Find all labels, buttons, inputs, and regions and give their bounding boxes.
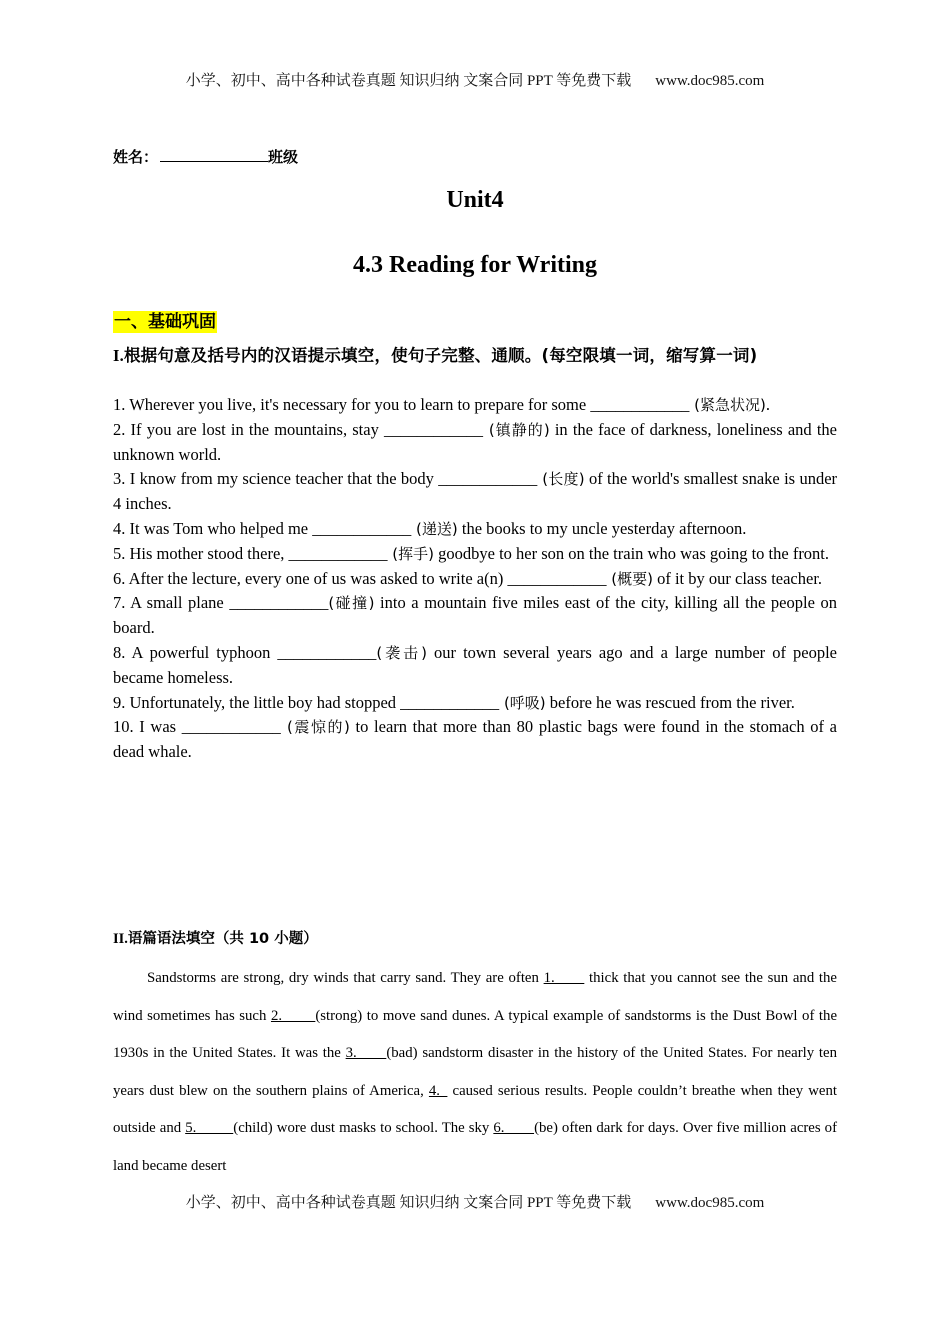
- question-item: [113, 393, 837, 418]
- question-text-after: .: [765, 395, 770, 414]
- unit-title: Unit4: [446, 187, 504, 213]
- footer-text: 小学、初中、高中各种试卷真题 知识归纳 文案合同 PPT 等免费下载: [185, 1195, 632, 1211]
- question-number: 7.: [113, 593, 126, 613]
- answer-blank[interactable]: ____________: [507, 568, 607, 588]
- chinese-hint: (概要): [606, 569, 653, 588]
- answer-blank[interactable]: ____________: [590, 395, 690, 414]
- chinese-hint: (碰撞): [328, 594, 375, 613]
- question-item: [113, 641, 837, 691]
- question-text-after: the books to my uncle yesterday afternoon.: [457, 518, 747, 538]
- header-url[interactable]: www.doc985.com: [655, 73, 765, 89]
- chinese-hint: (紧急状况): [689, 396, 766, 414]
- chinese-hint: (袭击): [376, 643, 427, 662]
- cloze-gap-5[interactable]: 5.: [185, 1120, 234, 1136]
- header-text: 小学、初中、高中各种试卷真题 知识归纳 文案合同 PPT 等免费下载: [185, 73, 632, 89]
- answer-blank[interactable]: ____________: [229, 593, 329, 613]
- question-text: Wherever you live, it's necessary for you to learn to prepare for some: [129, 395, 591, 414]
- question-text: A small plane: [130, 593, 230, 613]
- chinese-hint: (长度): [537, 470, 585, 489]
- question-item: [113, 467, 837, 517]
- question-item: [113, 715, 837, 765]
- chinese-hint: (呼吸): [499, 693, 546, 712]
- question-text: His mother stood there,: [129, 543, 289, 563]
- question-text: I know from my science teacher that the body: [129, 469, 439, 489]
- part1-instruction-text: 根据句意及括号内的汉语提示填空，使句子完整、通顺。(每空限填一词，缩写算一词): [123, 346, 758, 365]
- answer-blank[interactable]: ____________: [400, 692, 500, 712]
- cloze-passage: [113, 960, 837, 1185]
- part1-roman: I.: [113, 346, 124, 365]
- page-header: [0, 69, 950, 90]
- cloze-gap-2[interactable]: 2.: [270, 1007, 316, 1024]
- answer-blank[interactable]: ____________: [312, 518, 412, 538]
- cloze-gap-6[interactable]: 6.: [493, 1120, 535, 1136]
- lesson-title: 4.3 Reading for Writing: [352, 252, 598, 278]
- passage-text: thick that you cannot see the sun and the wind sometimes has such: [113, 970, 837, 1024]
- question-number: 4.: [113, 518, 126, 538]
- chinese-hint: (挥手): [387, 544, 434, 563]
- passage-text: caused serious results. People couldn’t breathe when they went outside and: [113, 1082, 837, 1136]
- answer-blank[interactable]: ____________: [438, 469, 538, 489]
- answer-blank[interactable]: ____________: [181, 717, 281, 737]
- passage-text: (be) often dark for days. Over five million acres of land became desert: [113, 1120, 837, 1174]
- student-info: [113, 146, 837, 167]
- question-number: 6.: [113, 568, 126, 588]
- page-footer: [0, 1191, 950, 1212]
- question-text: I was: [139, 717, 182, 737]
- question-text-after: goodbye to her son on the train who was going to the front.: [434, 543, 830, 563]
- question-text: A powerful typhoon: [131, 642, 278, 662]
- chinese-hint: (递送): [411, 519, 458, 538]
- question-number: 1.: [113, 395, 126, 414]
- answer-blank[interactable]: ____________: [277, 642, 377, 662]
- part1-instruction: [113, 343, 837, 368]
- question-text: If you are lost in the mountains, stay: [130, 419, 385, 439]
- section-heading-highlight: 一、基础巩固: [114, 312, 216, 332]
- name-blank[interactable]: [160, 147, 268, 162]
- answer-blank[interactable]: ____________: [288, 543, 388, 563]
- question-number: 3.: [113, 469, 126, 489]
- question-text-after: before he was rescued from the river.: [545, 692, 795, 712]
- question-text: Unfortunately, the little boy had stopped: [129, 692, 401, 712]
- question-text-after: of it by our class teacher.: [652, 568, 823, 588]
- cloze-gap-1[interactable]: 1.: [543, 970, 585, 986]
- passage-text: (bad) sandstorm disaster in the history of the United States. For nearly ten years dust blew on the southern plains of America,: [113, 1045, 837, 1099]
- footer-url[interactable]: www.doc985.com: [655, 1195, 765, 1211]
- section-heading: [113, 307, 837, 332]
- question-item: [113, 567, 837, 592]
- cloze-gap-4[interactable]: 4.: [428, 1082, 448, 1099]
- question-text: After the lecture, every one of us was asked to write a(n): [128, 568, 508, 588]
- question-item: [113, 691, 837, 716]
- question-number: 2.: [113, 419, 126, 439]
- question-item: [113, 542, 837, 567]
- answer-blank[interactable]: ____________: [384, 419, 484, 439]
- part2-title: [113, 927, 837, 948]
- question-list: [113, 393, 837, 765]
- question-number: 10.: [113, 717, 134, 737]
- question-number: 8.: [113, 642, 126, 662]
- passage-text: (child) wore dust masks to school. The sky: [233, 1120, 494, 1136]
- question-text-after: of the world's smallest snake is under 4 inches.: [113, 469, 838, 514]
- part2-title-text: 语篇语法填空（共 10 小题）: [127, 931, 318, 947]
- chinese-hint: (震惊的): [280, 718, 350, 737]
- question-item: [113, 591, 837, 641]
- question-item: [113, 418, 837, 468]
- question-text: It was Tom who helped me: [129, 518, 313, 538]
- part2-roman: II.: [113, 931, 128, 947]
- question-text-after: into a mountain five miles east of the city, killing all the people on board.: [113, 593, 837, 638]
- name-label: 姓名：: [113, 148, 159, 166]
- question-text-after: in the face of darkness, loneliness and the unknown world.: [113, 419, 837, 464]
- question-text-after: to learn that more than 80 plastic bags were found in the stomach of a dead whale.: [113, 717, 838, 762]
- question-number: 9.: [113, 692, 126, 712]
- class-label: 班级: [268, 148, 299, 166]
- question-item: [113, 517, 837, 542]
- cloze-gap-3[interactable]: 3.: [345, 1045, 387, 1061]
- chinese-hint: (镇静的): [483, 420, 550, 439]
- question-text-after: our town several years ago and a large number of people became homeless.: [113, 642, 838, 687]
- passage-text: (strong) to move sand dunes. A typical example of sandstorms is the Dust Bowl of the 1930s in the United States. It was the: [113, 1007, 838, 1061]
- passage-text: Sandstorms are strong, dry winds that carry sand. They are often: [147, 970, 544, 986]
- question-number: 5.: [113, 543, 126, 563]
